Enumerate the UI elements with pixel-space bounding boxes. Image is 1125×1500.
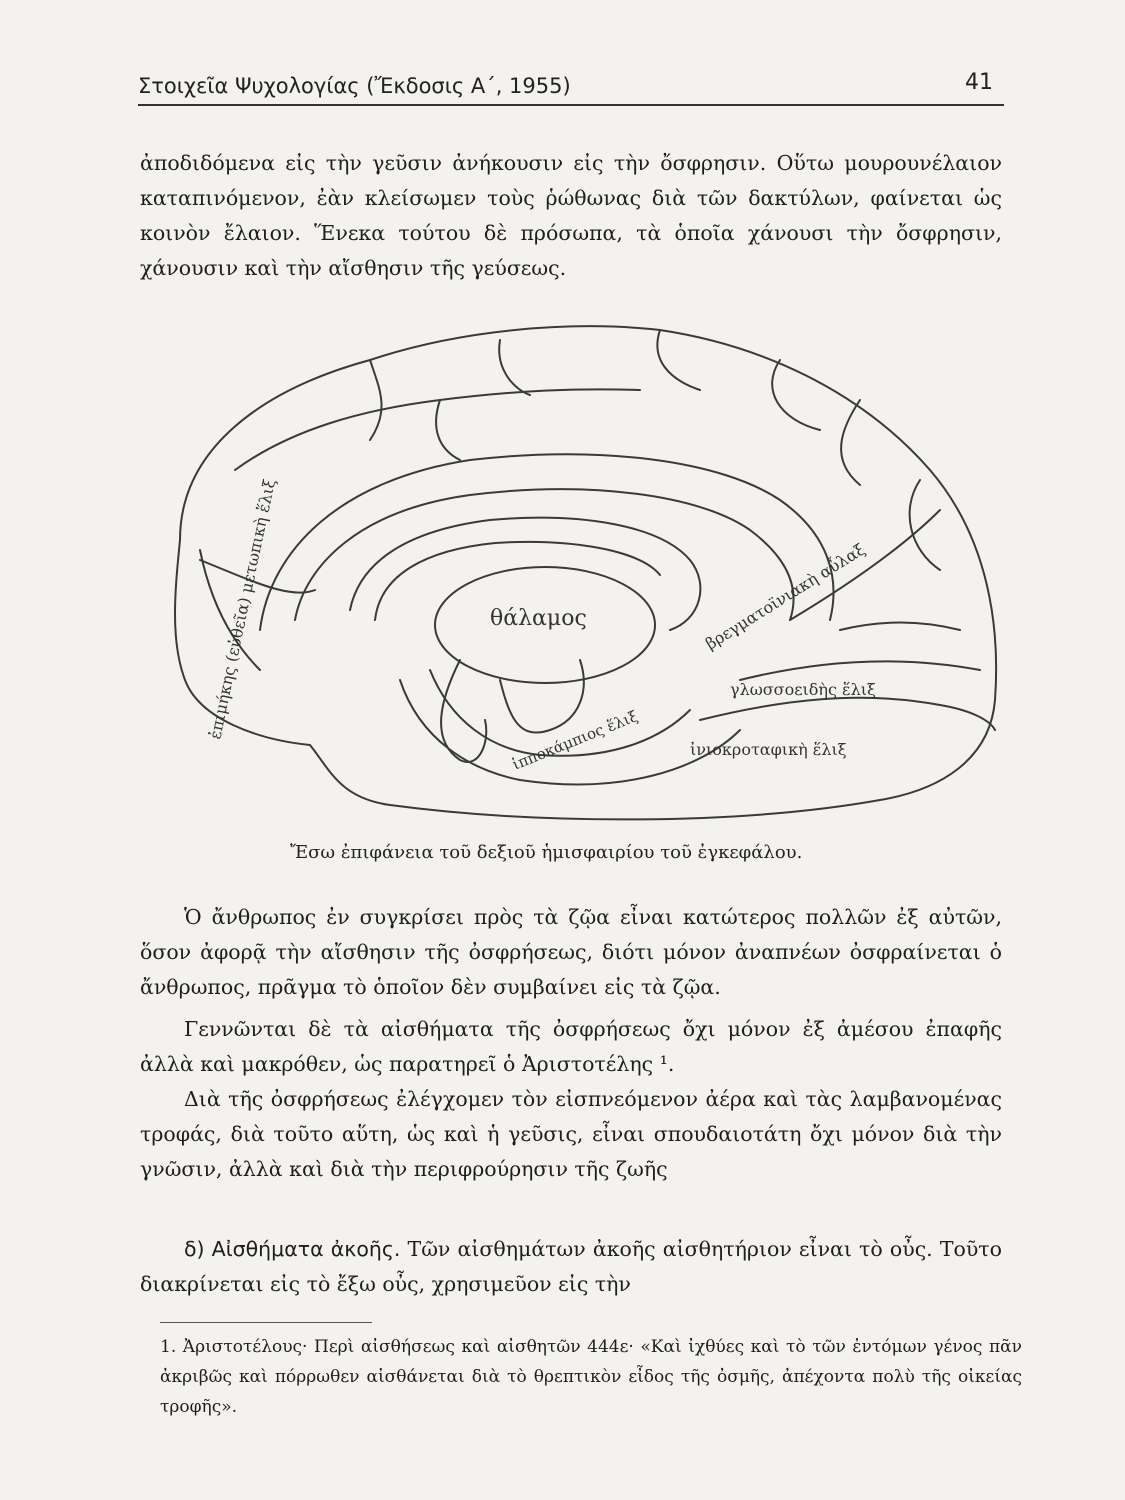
paragraph-1: ἀποδιδόμενα εἰς τὴν γεῦσιν ἀνήκουσιν εἰς τὴν ὄσφρησιν. Οὕτω μουρουνέλαιον καταπινόμενον, ἐὰν κλείσωμεν τοὺς ῥώθωνας διὰ τῶν δακτύλων, φαίνεται ὡς κοινὸν ἔλαιον. Ἕνεκα τούτου δὲ πρόσωπα, τὰ ὁποῖα χάνουσι τὴν ὄσφρησιν, χάνουσιν καὶ τὴν αἴσθησιν τῆς γεύσεως. — [140, 151, 1002, 280]
label-lingual-gyrus: γλωσσοειδὴς ἕλιξ — [730, 680, 876, 699]
label-parieto-occipital: βρεγματοϊνιακὴ αὖλαξ — [702, 539, 869, 654]
section-text: Τῶν αἰσθημάτων ἀκοῆς αἰσθητήριον εἶναι τὸ οὖς. Τοῦτο διακρίνεται εἰς τὸ ἔξω οὖς, χρησιμεῦον εἰς τὴν — [140, 1237, 1002, 1296]
label-frontal-gyrus: ἐπιμήκης (εὐθεῖα) μετωπικὴ ἕλιξ — [205, 477, 280, 741]
running-header-title: Στοιχεῖα Ψυχολογίας (Ἔκδοσις Α΄, 1955) — [138, 74, 571, 98]
label-hippocampal-gyrus: ἱπποκάμπιος ἕλιξ — [509, 706, 641, 774]
footnote: 1. Ἀριστοτέλους· Περὶ αἰσθήσεως καὶ αἰσθητῶν 444ε· «Καὶ ἰχθύες καὶ τὸ τῶν ἐντόμων γένος πᾶν ἀκριβῶς καὶ πόρρωθεν αἰσθάνεται διὰ τὸ θρεπτικὸν εἶδος τῆς ὀσμῆς, ἀπέχοντα πολὺ τῆς οἰκείας τροφῆς». — [160, 1337, 1022, 1417]
page-number: 41 — [965, 70, 993, 95]
header-rule — [138, 104, 1004, 106]
label-occipitotemporal-gyrus: ἰνιοκροταφικὴ ἕλιξ — [690, 740, 847, 759]
section-title: δ) Αἰσθήματα ἀκοῆς. — [184, 1237, 401, 1261]
paragraph-2: Ὁ ἄνθρωπος ἐν συγκρίσει πρὸς τὰ ζῷα εἶναι κατώτερος πολλῶν ἐξ αὐτῶν, ὅσον ἀφορᾷ τὴν αἴσθησιν τῆς ὀσφρήσεως, διότι μόνον ἀναπνέων ὀσφραίνεται ὁ ἄνθρωπος, πρᾶγμα τὸ ὁποῖον δὲν συμβαίνει εἰς τὰ ζῷα. — [140, 905, 1002, 999]
footnote-rule — [160, 1322, 372, 1323]
figure-caption: Ἔσω ἐπιφάνεια τοῦ δεξιοῦ ἡμισφαιρίου τοῦ ἐγκεφάλου. — [290, 842, 803, 863]
label-thalamus: θάλαμος — [490, 606, 587, 631]
parieto-occipital-sulcus — [790, 510, 940, 620]
paragraph-3: Γεννῶνται δὲ τὰ αἰσθήματα τῆς ὀσφρήσεως ὄχι μόνον ἐξ ἀμέσου ἐπαφῆς ἀλλὰ καὶ μακρόθεν, ὡς παρατηρεῖ ὁ Ἀριστοτέλης ¹. — [140, 1017, 1002, 1076]
paragraph-4: Διὰ τῆς ὀσφρήσεως ἐλέγχομεν τὸν εἰσπνεόμενον ἀέρα καὶ τὰς λαμβανομένας τροφάς, διὰ τοῦτο αὕτη, ὡς καὶ ἡ γεῦσις, εἶναι σπουδαιοτάτη ὄχι μόνον διὰ τὴν γνῶσιν, ἀλλὰ καὶ διὰ τὴν περιφρούρησιν τῆς ζωῆς — [140, 1087, 1002, 1181]
section-paragraph — [140, 1232, 1002, 1302]
brain-diagram — [140, 300, 1010, 830]
